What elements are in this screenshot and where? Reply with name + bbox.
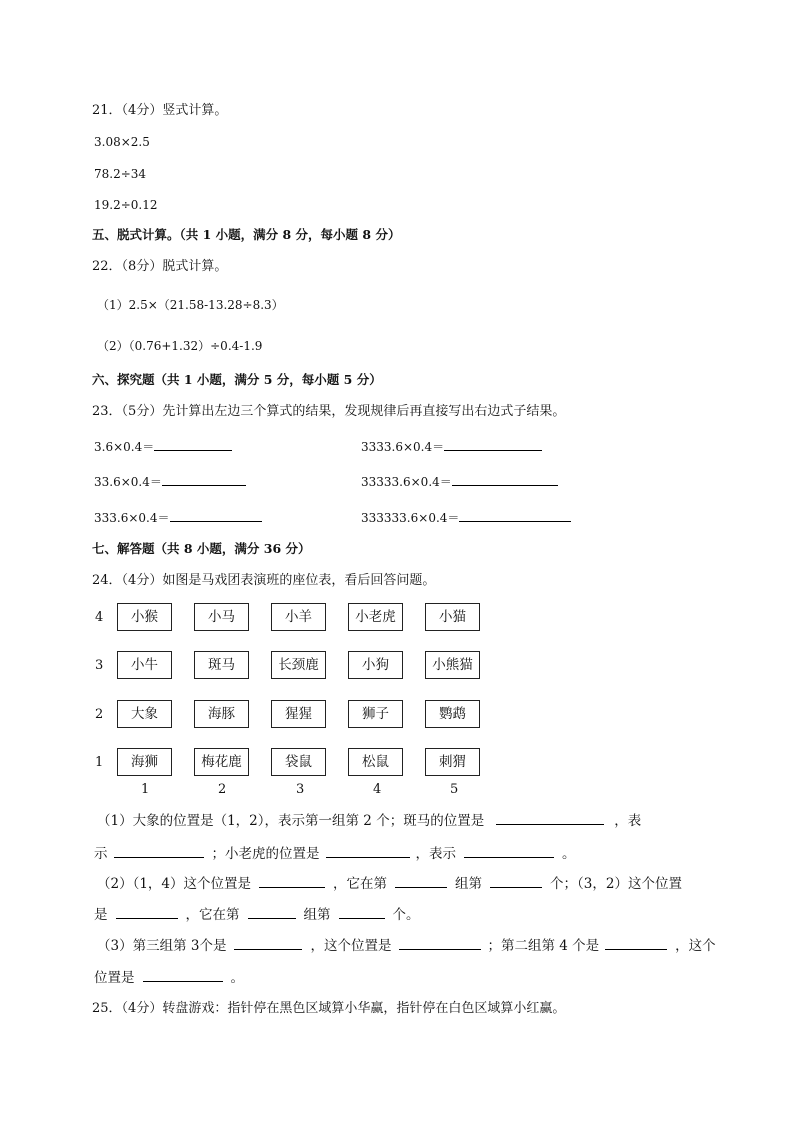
col-label: 4	[373, 782, 382, 797]
seat-cell: 小羊	[271, 603, 326, 631]
seat-cell: 猩猩	[271, 700, 326, 728]
answer-blank[interactable]	[143, 969, 223, 982]
answer-blank[interactable]	[395, 875, 447, 888]
q21-item-2: 78.2÷34	[94, 167, 147, 181]
q24-part2-line2	[94, 906, 420, 923]
q23-left-1-expr: 3.6×0.4＝	[94, 440, 155, 454]
row-label: 1	[95, 755, 104, 770]
q24-p3-text: ；第二组第 4 个是	[487, 938, 600, 954]
answer-blank[interactable]	[464, 845, 554, 858]
seat-cell: 狮子	[348, 700, 403, 728]
row-label: 3	[95, 658, 104, 673]
q22-stem: 22．（8分）脱式计算。	[92, 259, 228, 274]
seat-cell: 袋鼠	[271, 748, 326, 776]
q24-p2-text: 组第	[455, 876, 483, 892]
q24-p2-text: 是	[94, 907, 108, 923]
q24-part1-line2	[94, 845, 576, 862]
q24-part3-line2	[94, 969, 244, 986]
q24-p2-text: 个。	[392, 907, 420, 923]
q23-right-3	[361, 509, 571, 526]
q24-p3-text: ，这个位置是	[310, 938, 392, 954]
seat-cell: 小猴	[117, 603, 172, 631]
seat-cell: 松鼠	[348, 748, 403, 776]
answer-blank[interactable]	[399, 937, 481, 950]
seat-cell: 梅花鹿	[194, 748, 249, 776]
answer-blank[interactable]	[496, 812, 604, 825]
answer-blank[interactable]	[162, 473, 246, 486]
seat-cell: 海狮	[117, 748, 172, 776]
col-label: 5	[450, 782, 459, 797]
q24-part2-line1	[97, 875, 682, 892]
q24-p1-text: 示	[94, 846, 108, 862]
q23-stem: 23．（5分）先计算出左边三个算式的结果，发现规律后再直接写出右边式子结果。	[92, 404, 566, 419]
section7-header: 七、解答题（共 8 小题，满分 36 分）	[92, 541, 311, 556]
seat-cell: 斑马	[194, 651, 249, 679]
answer-blank[interactable]	[326, 845, 410, 858]
q24-p1-text: 。	[562, 846, 576, 862]
col-label: 3	[296, 782, 305, 797]
q24-p2-text: 组第	[303, 907, 331, 923]
answer-blank[interactable]	[170, 509, 262, 522]
q24-p3-text: 位置是	[94, 970, 135, 986]
q24-part3-line1	[97, 937, 716, 954]
answer-blank[interactable]	[259, 875, 325, 888]
seat-cell: 小狗	[348, 651, 403, 679]
q23-right-1-expr: 3333.6×0.4＝	[361, 440, 445, 454]
q25-stem: 25．（4分）转盘游戏：指针停在黑色区域算小华赢，指针停在白色区域算小红赢。	[92, 1001, 566, 1016]
q21-item-3: 19.2÷0.12	[94, 198, 158, 212]
q24-p2-text: 个；（3，2）这个位置	[550, 876, 682, 892]
q23-left-3-expr: 333.6×0.4＝	[94, 511, 170, 525]
answer-blank[interactable]	[605, 937, 667, 950]
section5-header: 五、脱式计算。（共 1 小题，满分 8 分，每小题 8 分）	[92, 227, 401, 242]
seat-cell: 小马	[194, 603, 249, 631]
q24-p1-text: ；小老虎的位置是	[211, 846, 320, 862]
answer-blank[interactable]	[154, 438, 232, 451]
q24-stem: 24．（4分）如图是马戏团表演班的座位表，看后回答问题。	[92, 573, 436, 588]
q24-p3-text: （3）第三组第 3个是	[97, 938, 227, 954]
seat-cell: 刺猬	[425, 748, 480, 776]
seat-cell: 小熊猫	[425, 651, 480, 679]
seat-cell: 长颈鹿	[271, 651, 326, 679]
row-label: 4	[95, 610, 104, 625]
q24-p3-text: ，这个	[675, 938, 716, 954]
q21-item-1: 3.08×2.5	[94, 135, 150, 149]
q23-right-2-expr: 33333.6×0.4＝	[361, 475, 452, 489]
answer-blank[interactable]	[444, 438, 542, 451]
section6-header: 六、探究题（共 1 小题，满分 5 分，每小题 5 分）	[92, 372, 382, 387]
q24-p1-text: （1）大象的位置是（1，2），表示第一组第 2 个；斑马的位置是	[97, 813, 485, 829]
col-label: 1	[141, 782, 150, 797]
seat-cell: 鹦鹉	[425, 700, 480, 728]
q24-p1-text: ，表	[614, 813, 642, 829]
answer-blank[interactable]	[234, 937, 302, 950]
q24-p2-text: ，它在第	[185, 907, 240, 923]
q23-right-1	[361, 438, 542, 455]
seat-cell: 小猫	[425, 603, 480, 631]
q23-left-2-expr: 33.6×0.4＝	[94, 475, 162, 489]
q23-right-2	[361, 473, 558, 490]
q22-item-1: （1）2.5×（21.58-13.28÷8.3）	[97, 298, 284, 312]
seat-cell: 海豚	[194, 700, 249, 728]
seat-cell: 大象	[117, 700, 172, 728]
q23-left-3	[94, 509, 262, 526]
answer-blank[interactable]	[459, 509, 571, 522]
q23-left-1	[94, 438, 232, 455]
q22-item-2: （2）（0.76+1.32）÷0.4-1.9	[97, 339, 263, 353]
q24-part1-line1	[97, 812, 641, 829]
q23-right-3-expr: 333333.6×0.4＝	[361, 511, 460, 525]
seat-cell: 小老虎	[348, 603, 403, 631]
row-label: 2	[95, 707, 104, 722]
answer-blank[interactable]	[248, 906, 296, 919]
answer-blank[interactable]	[114, 845, 204, 858]
q23-left-2	[94, 473, 246, 490]
q24-p2-text: （2）（1，4）这个位置是	[97, 876, 252, 892]
q24-p1-text: ，表示	[415, 846, 456, 862]
q24-p3-text: 。	[230, 970, 244, 986]
answer-blank[interactable]	[339, 906, 385, 919]
answer-blank[interactable]	[490, 875, 542, 888]
col-label: 2	[218, 782, 227, 797]
seat-cell: 小牛	[117, 651, 172, 679]
q21-stem: 21．（4分）竖式计算。	[92, 103, 228, 118]
q24-p2-text: ，它在第	[333, 876, 388, 892]
answer-blank[interactable]	[116, 906, 178, 919]
answer-blank[interactable]	[452, 473, 558, 486]
